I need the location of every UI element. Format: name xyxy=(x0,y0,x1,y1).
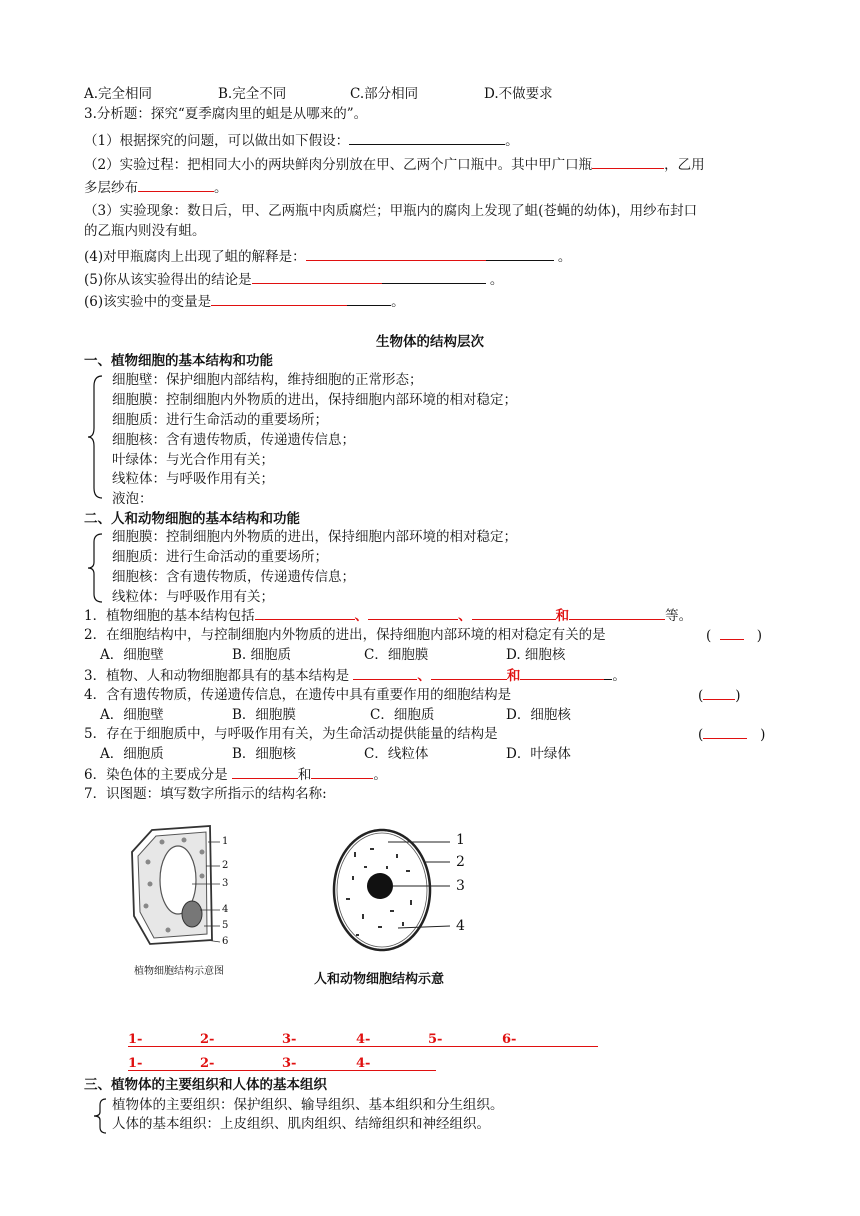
q3-part2b-text: 多层纱布 xyxy=(84,180,138,196)
q2-option-c: C.部分相同 xyxy=(350,86,419,102)
animal-cell-diagram xyxy=(326,826,466,966)
plant-num-6: 6 xyxy=(222,936,229,947)
animal-num-4: 4 xyxy=(456,918,465,934)
q3-part6-text: (6)该实验中的变量是 xyxy=(84,294,212,310)
answer-blank[interactable] xyxy=(311,765,373,779)
section-title: 生物体的结构层次 xyxy=(376,334,484,350)
q3-part5-end: 。 xyxy=(489,272,504,288)
plant-num-2: 2 xyxy=(222,860,229,871)
answer-blank[interactable] xyxy=(347,292,391,306)
paren: ) xyxy=(760,727,766,743)
answer-blank[interactable] xyxy=(138,178,214,192)
q2-option-a: A.完全相同 xyxy=(84,86,153,102)
animal-num-1: 1 xyxy=(456,832,465,848)
s2-heading: 二、人和动物细胞的基本结构和功能 xyxy=(84,511,300,527)
q3-sep: 、 xyxy=(417,668,431,684)
s2-item-nucleus: 细胞核：含有遗传物质，传递遗传信息； xyxy=(112,569,355,585)
q1 xyxy=(84,606,692,625)
brace-icon xyxy=(86,532,106,604)
q3-common-end: 。 xyxy=(612,668,626,684)
q1-and: 和 xyxy=(555,608,570,624)
s3-item-human: 人体的基本组织：上皮组织、肌肉组织、结缔组织和神经组织。 xyxy=(112,1116,490,1132)
plant-num-1: 1 xyxy=(222,836,229,847)
q6-end: 。 xyxy=(373,767,387,783)
label-4: 4- xyxy=(356,1056,371,1071)
q3-part3a: （3）实验现象：数日后，甲、乙两瓶中肉质腐烂；甲瓶内的腐肉上发现了蛆(苍蝇的幼体)，用纱布封口 xyxy=(84,203,698,219)
s3-item-plant: 植物体的主要组织：保护组织、输导组织、基本组织和分生组织。 xyxy=(112,1097,504,1113)
paren: ( xyxy=(706,628,712,644)
plant-num-5: 5 xyxy=(222,920,229,931)
q3-part5 xyxy=(84,270,503,289)
answer-blank[interactable] xyxy=(720,626,744,640)
q2-opt-a: A．细胞壁 xyxy=(100,647,164,663)
answer-blank[interactable] xyxy=(368,606,458,620)
q1-text: 1．植物细胞的基本结构包括 xyxy=(84,608,255,624)
q4-opt-a: A．细胞壁 xyxy=(100,707,164,723)
answer-blank[interactable] xyxy=(255,606,355,620)
q5-opt-c: C．线粒体 xyxy=(364,746,429,762)
answer-blank[interactable] xyxy=(382,270,486,284)
q2: 2．在细胞结构中，与控制细胞内外物质的进出，保持细胞内部环境的相对稳定有关的是 xyxy=(84,627,606,643)
q5-opt-a: A．细胞质 xyxy=(100,746,164,762)
brace-icon xyxy=(92,1097,108,1135)
label-6: 6- xyxy=(502,1032,517,1047)
q2-option-d: D.不做要求 xyxy=(484,86,553,102)
q6 xyxy=(84,765,387,784)
answer-blank[interactable] xyxy=(569,606,665,620)
q3-common-text: 3．植物、人和动物细胞都具有的基本结构是 xyxy=(84,668,350,684)
animal-caption: 人和动物细胞结构示意 xyxy=(314,972,445,987)
q1-sep: 、 xyxy=(458,608,472,624)
q5-opt-d: D．叶绿体 xyxy=(506,746,571,762)
q4-opt-c: C．细胞质 xyxy=(370,707,435,723)
animal-num-2: 2 xyxy=(456,854,465,870)
q6-text: 6．染色体的主要成分是 xyxy=(84,767,228,783)
q3-part2b-end: 。 xyxy=(214,180,228,196)
s1-item-vacuole: 液泡： xyxy=(112,491,153,507)
answer-blank[interactable] xyxy=(431,666,507,680)
label-1: 1- xyxy=(128,1056,143,1071)
s1-item-mitochondria: 线粒体：与呼吸作用有关； xyxy=(112,471,274,487)
answer-blank[interactable] xyxy=(349,131,505,145)
q3-and: 和 xyxy=(506,668,521,684)
s1-heading: 一、植物细胞的基本结构和功能 xyxy=(84,353,273,369)
brace-icon xyxy=(86,374,106,500)
q2-option-b: B.完全不同 xyxy=(218,86,287,102)
s2-item-cell-membrane: 细胞膜：控制细胞内外物质的进出，保持细胞内部环境的相对稳定； xyxy=(112,529,517,545)
q3-part4-text: (4)对甲瓶腐肉上出现了蛆的解释是： xyxy=(84,249,306,265)
q3-part5-text: (5)你从该实验得出的结论是 xyxy=(84,272,252,288)
s1-item-cytoplasm: 细胞质：进行生命活动的重要场所； xyxy=(112,412,328,428)
paren: ( xyxy=(698,727,704,743)
paren: ( xyxy=(698,688,704,704)
answer-blank[interactable] xyxy=(306,247,486,261)
s2-item-mitochondria: 线粒体：与呼吸作用有关； xyxy=(112,589,274,605)
s1-item-chloroplast: 叶绿体：与光合作用有关； xyxy=(112,452,274,468)
q3-common xyxy=(84,666,626,685)
answer-blank[interactable] xyxy=(520,666,604,680)
s3-heading: 三、植物体的主要组织和人体的基本组织 xyxy=(84,1077,327,1093)
q3-part6-end: 。 xyxy=(391,294,405,310)
q5-answer xyxy=(698,725,765,744)
q3-part2a-text: （2）实验过程：把相同大小的两块鲜肉分别放在甲、乙两个广口瓶中。其中甲广口瓶 xyxy=(84,157,593,173)
label-3: 3- xyxy=(282,1056,297,1071)
q3-part4 xyxy=(84,247,571,266)
q3-part4-end: 。 xyxy=(557,249,572,265)
q3-title: 3.分析题：探究“夏季腐肉里的蛆是从哪来的”。 xyxy=(84,106,368,122)
answer-blank[interactable] xyxy=(353,666,417,680)
q3-part1-end: 。 xyxy=(505,133,519,149)
s1-item-cell-membrane: 细胞膜：控制细胞内外物质的进出，保持细胞内部环境的相对稳定； xyxy=(112,392,517,408)
answer-blank[interactable] xyxy=(703,725,747,739)
paren: ) xyxy=(735,688,741,704)
label-5: 5- xyxy=(428,1032,443,1047)
q1-end: 等。 xyxy=(665,608,693,624)
q3-part3b: 的乙瓶内则没有蛆。 xyxy=(84,223,206,239)
label-2: 2- xyxy=(200,1056,215,1071)
q3-part2b xyxy=(84,178,228,197)
q4: 4．含有遗传物质，传递遗传信息，在遗传中具有重要作用的细胞结构是 xyxy=(84,687,512,703)
q3-part1-text: （1）根据探究的问题，可以做出如下假设： xyxy=(84,133,350,149)
s2-item-cytoplasm: 细胞质：进行生命活动的重要场所； xyxy=(112,549,328,565)
plant-caption: 植物细胞结构示意图 xyxy=(134,966,224,977)
answer-blank[interactable] xyxy=(472,606,556,620)
q4-answer xyxy=(698,686,741,705)
answer-blank[interactable] xyxy=(486,247,554,261)
plant-num-4: 4 xyxy=(222,904,229,915)
q3-part1 xyxy=(84,131,519,150)
answer-blank[interactable] xyxy=(703,686,735,700)
answer-blank[interactable] xyxy=(211,292,347,306)
s1-item-cell-wall: 细胞壁：保护细胞内部结构，维持细胞的正常形态； xyxy=(112,372,423,388)
s1-item-nucleus: 细胞核：含有遗传物质，传递遗传信息； xyxy=(112,432,355,448)
q6-and: 和 xyxy=(297,767,312,783)
answer-blank[interactable] xyxy=(252,270,382,284)
q3-part2a-end: ，乙用 xyxy=(664,157,705,173)
q4-opt-d: D．细胞核 xyxy=(506,707,571,723)
q2-opt-b: B. 细胞质 xyxy=(232,647,292,663)
animal-num-3: 3 xyxy=(456,878,465,894)
q2-opt-d: D. 细胞核 xyxy=(506,647,566,663)
paren: ) xyxy=(756,628,763,644)
plant-num-3: 3 xyxy=(222,878,229,889)
q2-opt-c: C．细胞膜 xyxy=(364,647,429,663)
label-2: 2- xyxy=(200,1032,215,1047)
q3-part6 xyxy=(84,292,405,311)
q7: 7．识图题：填写数字所指示的结构名称: xyxy=(84,786,327,802)
q5-opt-b: B．细胞核 xyxy=(232,746,296,762)
label-3: 3- xyxy=(282,1032,297,1047)
answer-blank[interactable] xyxy=(232,765,298,779)
q1-sep: 、 xyxy=(354,608,369,624)
q5: 5．存在于细胞质中，与呼吸作用有关，为生命活动提供能量的结构是 xyxy=(84,726,498,742)
label-4: 4- xyxy=(356,1032,371,1047)
answer-blank[interactable] xyxy=(592,155,664,169)
label-1: 1- xyxy=(128,1032,143,1047)
q3-part2a xyxy=(84,155,705,174)
q4-opt-b: B．细胞膜 xyxy=(232,707,296,723)
q2-answer xyxy=(706,626,762,645)
